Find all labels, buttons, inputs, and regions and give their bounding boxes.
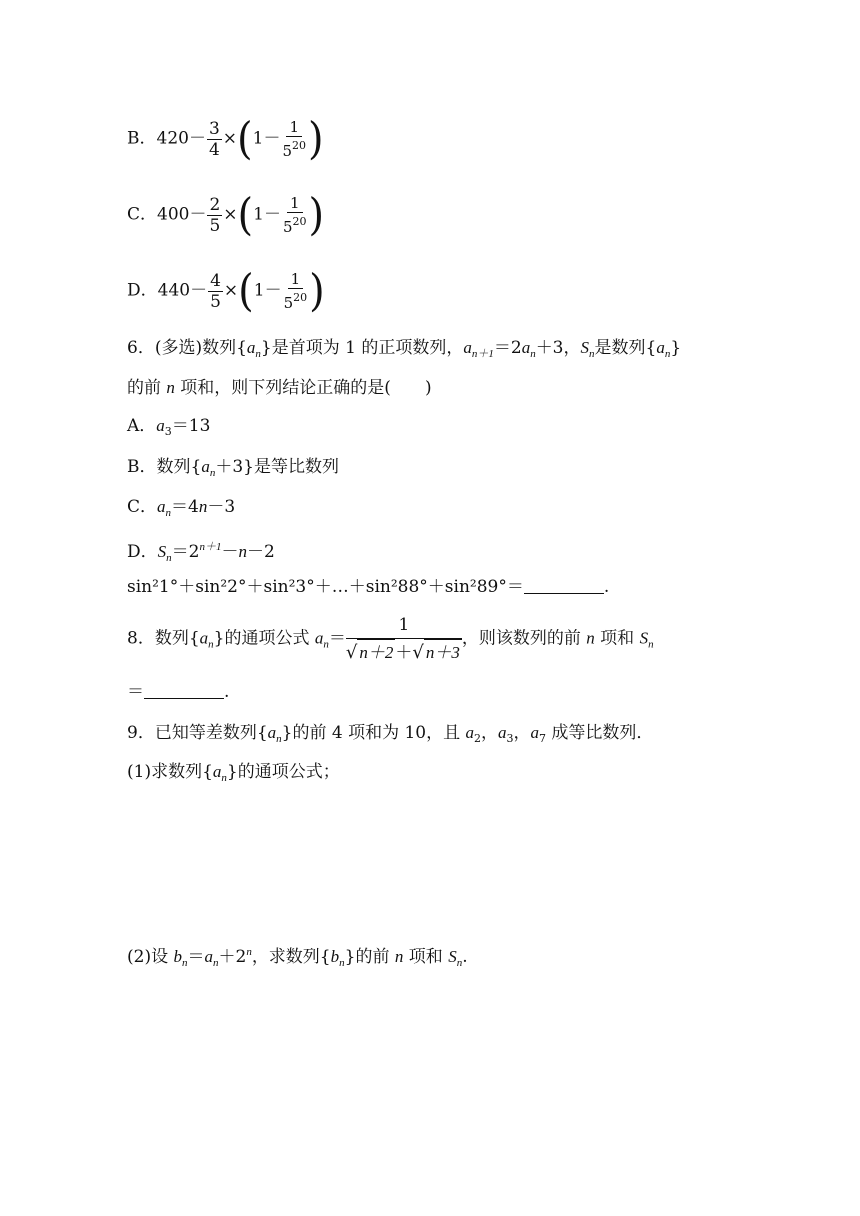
q7-expression: sin²1°＋sin²2°＋sin²3°＋…＋sin²88°＋sin²89°＝ [127, 577, 524, 597]
q9-stem: 9．已知等差数列$\{a_n\}$的前 4 项和为 10，且 $a_2$，$a_3$，$a_7$ 成等比数列． [127, 723, 654, 745]
q6-stem-line1: 6．(多选)数列$\{a_n\}$是首项为 1 的正项数列，$a_{n+1}=2a_n+3$，$S_n$是数列$\{a_n\}$ [127, 338, 682, 360]
option-label: B． [127, 128, 157, 149]
fraction: $\frac{4}{5}$ [210, 270, 221, 312]
option-base: 420－ [156, 128, 206, 149]
answer-blank [144, 682, 224, 699]
q8-stem-line1: 8．数列$\{a_n\}$的通项公式 $a_n=$ $\frac{1}{√ n+2 +√ n+3}$ ，则该数列的前 n 项和 $S_n$ [127, 612, 654, 666]
fraction: $\frac{2}{5}$ [209, 194, 221, 236]
option-base: 400－ [157, 204, 207, 225]
q8-stem-line2: ＝ . [127, 682, 230, 702]
option-base: 440－ [157, 280, 208, 301]
answer-blank [524, 577, 604, 594]
inner-fraction: $\frac{1}{5^{20}}$ [282, 118, 307, 160]
q8-fraction: $\frac{1}{√ n+2 +√ n+3}$ [346, 612, 462, 666]
q9-part1: (1)求数列$\{a_n\}$的通项公式； [127, 762, 340, 784]
q6-option-c: C．$a_n=4n-3$ [127, 497, 236, 519]
option-label: C． [127, 204, 158, 225]
q6-stem-line2: 的前 n 项和，则下列结论正确的是( ) [127, 378, 432, 398]
inner-fraction: $\frac{1}{5^{20}}$ [283, 270, 308, 312]
q9-part2: (2)设 $b_n=a_n+2^n$，求数列$\{b_n\}$的前 n 项和 $S_n$. [127, 946, 468, 969]
option-label: D． [127, 280, 158, 301]
q5-option-d: D．440－ $\frac{4}{5}$ ×(1－ $\frac{1}{5^{20}}$ ) [127, 265, 325, 317]
q6-option-b: B．数列$\{a_n+3\}$是等比数列 [127, 457, 339, 479]
q6-option-d: D．$S_n=2^{n+1}-n-2$ [127, 541, 275, 564]
q6-option-a: A．$a_3=13$ [127, 416, 211, 438]
q5-option-c: C．400－ $\frac{2}{5}$ ×(1－ $\frac{1}{5^{20}}$ ) [127, 189, 325, 241]
q5-option-b: B．420－ $\frac{3}{4}$ ×(1－ $\frac{1}{5^{20}}$ ) [127, 113, 324, 165]
fraction: $\frac{3}{4}$ [208, 118, 220, 160]
inner-fraction: $\frac{1}{5^{20}}$ [282, 194, 307, 236]
q7-stem: sin²1°＋sin²2°＋sin²3°＋…＋sin²88°＋sin²89°＝ . [127, 577, 610, 597]
